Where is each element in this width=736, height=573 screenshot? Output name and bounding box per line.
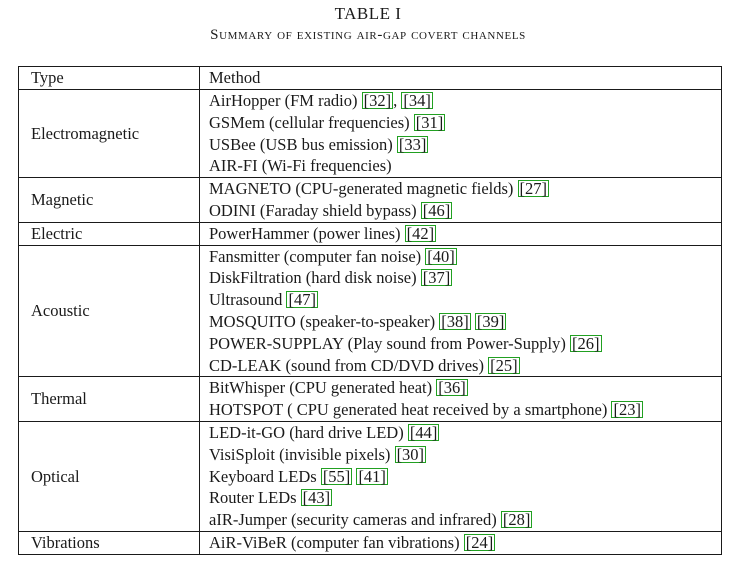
method-item (209, 444, 721, 466)
citation-link[interactable]: [55] (322, 466, 351, 486)
citation-link[interactable]: [30] (396, 444, 425, 464)
method-name: CD-LEAK (sound from CD/DVD drives) (209, 355, 484, 375)
method-item (209, 178, 721, 200)
table-row (19, 178, 722, 223)
table-row (19, 377, 722, 422)
method-item: AirHopper (FM radio) [32] , [34] (209, 91, 431, 110)
methods-cell (200, 245, 722, 377)
method-item (209, 246, 721, 268)
citation-link[interactable]: [24] (465, 532, 494, 552)
channel-type-cell: Electromagnetic (19, 90, 200, 178)
method-item (209, 267, 721, 289)
method-name: Ultrasound (209, 290, 283, 310)
methods-cell (200, 222, 722, 245)
method-name: AIR-FI (Wi-Fi frequencies) (209, 156, 392, 176)
method-name: MAGNETO (CPU-generated magnetic fields) (209, 179, 514, 199)
method-item (209, 399, 721, 421)
citation-link[interactable]: [39] (476, 311, 505, 331)
method-item (209, 487, 721, 509)
method-item (209, 311, 721, 333)
citation-link[interactable]: [34] (403, 91, 431, 110)
channel-type-cell: Vibrations (19, 531, 200, 554)
method-item (209, 466, 721, 488)
citation-link[interactable]: [32] (363, 91, 392, 110)
citation-link[interactable]: [33] (398, 134, 427, 154)
method-name: Keyboard LEDs (209, 466, 317, 486)
method-name: HOTSPOT ( CPU generated heat received by a smartphone) (209, 400, 608, 420)
method-name: VisiSploit (invisible pixels) (209, 444, 391, 464)
method-name: Fansmitter (computer fan noise) (209, 246, 422, 266)
method-name: aIR-Jumper (security cameras and infrared) (209, 510, 497, 530)
citation-link[interactable]: [40] (427, 246, 455, 266)
method-name: AirHopper (FM radio) (209, 91, 358, 110)
methods-cell (200, 178, 722, 223)
table-row (19, 245, 722, 377)
summary-table (18, 66, 722, 555)
method-item (209, 134, 721, 156)
method-name: PowerHammer (power lines) (209, 223, 401, 243)
method-item (209, 112, 721, 134)
citation-link[interactable]: [27] (519, 179, 548, 199)
table-title (0, 27, 736, 44)
methods-cell (200, 90, 722, 178)
citation-link[interactable]: [43] (302, 488, 331, 508)
channel-type-cell: Optical (19, 421, 200, 531)
table-row (19, 222, 722, 245)
method-name: ODINI (Faraday shield bypass) (209, 200, 417, 220)
method-name: GSMem (cellular frequencies) (209, 112, 410, 132)
method-item (209, 355, 721, 377)
method-name: USBee (USB bus emission) (209, 134, 393, 154)
method-item (209, 333, 721, 355)
citation-link[interactable]: [42] (406, 223, 435, 243)
method-item (209, 509, 721, 531)
method-name: Router LEDs (209, 488, 297, 508)
methods-cell (200, 377, 722, 422)
method-item (209, 422, 721, 444)
citation-link[interactable]: [47] (288, 290, 316, 310)
table-title-text: Summary of existing air-gap covert channels (210, 27, 526, 43)
method-name: MOSQUITO (speaker-to-speaker) (209, 311, 436, 331)
citation-link[interactable]: [46] (422, 200, 451, 220)
channel-type-cell: Acoustic (19, 245, 200, 377)
channel-type-cell: Magnetic (19, 178, 200, 223)
table-label: TABLE I (334, 4, 402, 23)
method-name: LED-it-GO (hard drive LED) (209, 422, 404, 442)
citation-link[interactable]: [44] (409, 422, 438, 442)
method-item (209, 377, 721, 399)
citation-link[interactable]: [25] (490, 355, 518, 375)
citation-link[interactable]: [28] (502, 510, 531, 530)
method-name: DiskFiltration (hard disk noise) (209, 268, 417, 288)
methods-cell (200, 531, 722, 554)
citation-link[interactable]: [31] (415, 112, 444, 132)
method-item (209, 223, 721, 245)
table-row (19, 90, 722, 178)
citation-link[interactable]: [37] (422, 268, 451, 288)
channel-type-cell: Electric (19, 222, 200, 245)
citation-link[interactable]: [38] (441, 311, 469, 331)
method-name: POWER-SUPPLAY (Play sound from Power-Supply) (209, 333, 566, 353)
header-row (19, 67, 722, 90)
table-row (19, 421, 722, 531)
table-row (19, 531, 722, 554)
citation-link[interactable]: [26] (572, 333, 600, 353)
method-item (209, 200, 721, 222)
method-item (209, 532, 721, 554)
header-method: Method (200, 67, 722, 90)
channel-type-cell: Thermal (19, 377, 200, 422)
method-item (209, 155, 721, 177)
header-type: Type (19, 67, 200, 90)
table-body (19, 90, 722, 555)
method-name: BitWhisper (CPU generated heat) (209, 378, 433, 398)
method-item (209, 289, 721, 311)
methods-cell (200, 421, 722, 531)
method-name: AiR-ViBeR (computer fan vibrations) (209, 532, 460, 552)
citation-link[interactable]: [36] (438, 378, 466, 398)
citation-link[interactable]: [41] (358, 466, 386, 486)
citation-link[interactable]: [23] (613, 400, 641, 420)
